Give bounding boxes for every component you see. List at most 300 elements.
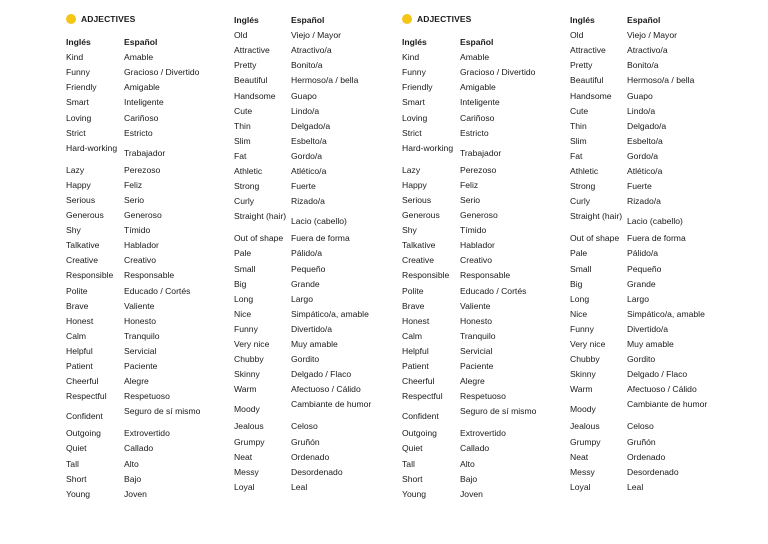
english-word: Confident: [66, 411, 103, 422]
vocab-row: [402, 180, 572, 195]
english-word: Funny: [402, 67, 426, 78]
header-espanol: Español: [124, 37, 158, 47]
spanish-word: Gracioso / Divertido: [124, 67, 200, 78]
header-ingles: Inglés: [66, 37, 91, 47]
english-word: Skinny: [570, 369, 596, 380]
spanish-word: Creativo: [460, 255, 492, 266]
english-word: Polite: [66, 285, 88, 296]
spanish-word: Atlético/a: [291, 166, 327, 176]
vocab-row: [570, 369, 740, 384]
english-word: Messy: [570, 466, 595, 477]
spanish-word: Delgado / Flaco: [627, 369, 688, 380]
spanish-word: Delgado/a: [627, 120, 667, 131]
spanish-word: Fuerte: [627, 181, 652, 192]
spanish-word: Servicial: [460, 345, 493, 356]
english-word: Small: [234, 263, 256, 274]
english-word: Beautiful: [570, 75, 604, 86]
spanish-word: Desordenado: [627, 466, 679, 477]
spanish-word: Simpático/a, amable: [291, 308, 369, 319]
english-word: Young: [66, 488, 91, 499]
english-word: Cute: [570, 105, 589, 116]
spanish-word: Serio: [124, 194, 145, 205]
vocab-row: [66, 301, 236, 316]
vocab-row: [402, 361, 572, 376]
english-word: Smart: [402, 97, 425, 108]
english-word: Old: [234, 30, 248, 41]
spanish-word: Amable: [124, 52, 154, 63]
spanish-word: Lacio (cabello): [627, 216, 683, 227]
vocab-row: [66, 67, 236, 82]
spanish-word: Perezoso: [124, 164, 161, 175]
vocab-row: [402, 210, 572, 225]
vocab-row: [402, 270, 572, 285]
english-word: Calm: [402, 330, 423, 341]
english-word: Pretty: [234, 60, 257, 71]
english-word: Tall: [402, 458, 415, 469]
english-word: Tall: [66, 458, 79, 469]
heading-text: ADJECTIVES: [417, 14, 472, 24]
english-word: Polite: [402, 285, 424, 296]
english-word: Jealous: [234, 421, 264, 432]
spanish-word: Servicial: [124, 345, 157, 356]
vocab-row: [66, 346, 236, 361]
english-word: Out of shape: [234, 233, 284, 244]
spanish-word: Perezoso: [460, 164, 497, 175]
spanish-word: Pálido/a: [627, 248, 659, 259]
english-word: Old: [570, 30, 584, 41]
spanish-word: Gordito: [627, 354, 656, 365]
vocab-row: [570, 339, 740, 354]
spanish-word: Pálido/a: [291, 248, 323, 259]
vocab-row: [66, 376, 236, 391]
spanish-word: Gordito: [291, 354, 320, 365]
english-word: Moody: [570, 404, 596, 415]
spanish-word: Atractivo/a: [627, 45, 668, 56]
vocab-row: [570, 384, 740, 399]
spanish-word: Honesto: [124, 315, 157, 326]
english-word: Brave: [402, 300, 425, 311]
header-espanol: Español: [460, 37, 494, 47]
vocab-row: [402, 113, 572, 128]
english-word: Pale: [234, 248, 252, 259]
spanish-word: Generoso: [460, 210, 498, 220]
spanish-word: Inteligente: [124, 97, 164, 108]
spanish-word: Respetuoso: [460, 391, 506, 402]
header-espanol: Español: [291, 15, 325, 25]
english-word: Nice: [234, 308, 252, 319]
table-header-row: [570, 15, 740, 30]
english-word: Cute: [234, 105, 253, 116]
spanish-word: Delgado/a: [291, 120, 331, 131]
vocab-row: [402, 428, 572, 443]
spanish-word: Valiente: [124, 300, 155, 311]
english-word: Happy: [66, 179, 91, 190]
english-word: Helpful: [66, 345, 93, 356]
vocab-row: [402, 165, 572, 180]
vocab-row: [402, 240, 572, 255]
english-word: Loyal: [570, 481, 591, 492]
section-heading: [66, 14, 135, 24]
section-heading: [402, 14, 471, 24]
english-word: Helpful: [402, 345, 429, 356]
spanish-word: Gruñón: [291, 436, 320, 447]
vocab-row: [66, 391, 236, 406]
spanish-word: Feliz: [460, 179, 479, 190]
vocab-row: [570, 211, 740, 233]
spanish-word: Gracioso / Divertido: [460, 67, 536, 78]
spanish-word: Cambiante de humor: [291, 399, 372, 410]
vocab-row: [66, 143, 236, 165]
english-word: Talkative: [402, 240, 436, 251]
spanish-word: Bajo: [460, 473, 478, 484]
english-word: Very nice: [234, 339, 270, 349]
spanish-word: Atractivo/a: [291, 45, 332, 56]
english-word: Loving: [66, 112, 92, 123]
english-word: Strict: [402, 127, 422, 138]
vocab-row: [66, 52, 236, 67]
spanish-word: Fuera de forma: [291, 233, 350, 244]
english-word: Big: [234, 278, 247, 289]
spanish-word: Ordenado: [291, 451, 330, 462]
vocab-row: [402, 255, 572, 270]
english-word: Handsome: [234, 90, 276, 101]
english-word: Respectful: [66, 391, 107, 402]
vocab-row: [66, 195, 236, 210]
vocab-row: [66, 286, 236, 301]
spanish-word: Tímido: [124, 225, 151, 236]
spanish-word: Tranquilo: [460, 330, 496, 341]
spanish-word: Gordo/a: [291, 150, 323, 161]
english-word: Serious: [402, 194, 432, 205]
spanish-word: Hablador: [124, 240, 159, 251]
vocab-row: [570, 181, 740, 196]
spanish-word: Cariñoso: [460, 112, 495, 123]
spanish-word: Generoso: [124, 210, 162, 220]
vocab-row: [66, 210, 236, 225]
spanish-word: Bajo: [124, 473, 142, 484]
spanish-word: Amigable: [460, 82, 496, 93]
spanish-word: Responsable: [124, 270, 175, 281]
english-word: Confident: [402, 411, 439, 422]
english-word: Patient: [402, 361, 429, 371]
vocab-row: [570, 294, 740, 309]
english-word: Funny: [234, 323, 258, 334]
english-word: Thin: [234, 120, 251, 131]
vocab-row: [66, 459, 236, 474]
english-word: Neat: [570, 451, 589, 462]
english-word: Strict: [66, 127, 86, 138]
vocab-row: [570, 421, 740, 436]
spanish-word: Lindo/a: [627, 105, 656, 116]
spanish-word: Pequeño: [291, 263, 326, 274]
header-ingles: Inglés: [234, 15, 259, 25]
vocab-row: [570, 437, 740, 452]
vocab-row: [66, 406, 236, 428]
spanish-word: Desordenado: [291, 466, 343, 477]
vocab-row: [66, 331, 236, 346]
english-word: Out of shape: [570, 233, 620, 244]
spanish-word: Muy amable: [291, 339, 338, 349]
spanish-word: Respetuoso: [124, 391, 170, 402]
english-word: Jealous: [570, 421, 600, 432]
vocab-row: [66, 489, 236, 504]
english-word: Big: [570, 278, 583, 289]
yellow-dot-icon: [66, 14, 76, 24]
spanish-word: Cambiante de humor: [627, 399, 708, 410]
vocab-row: [570, 121, 740, 136]
spanish-word: Feliz: [124, 179, 143, 190]
spanish-word: Alto: [124, 458, 139, 469]
english-word: Curly: [570, 196, 591, 207]
header-espanol: Español: [627, 15, 661, 25]
english-word: Outgoing: [402, 428, 437, 439]
english-word: Responsible: [66, 270, 114, 281]
vocab-row: [66, 316, 236, 331]
vocab-row: [66, 428, 236, 443]
spanish-word: Joven: [460, 488, 483, 499]
english-word: Small: [570, 263, 592, 274]
vocab-row: [570, 233, 740, 248]
spanish-word: Fuerte: [291, 181, 316, 192]
vocab-row: [402, 346, 572, 361]
english-word: Loving: [402, 112, 428, 123]
english-word: Long: [234, 293, 254, 304]
spanish-word: Divertido/a: [627, 323, 669, 334]
spanish-word: Largo: [627, 293, 649, 304]
spanish-word: Ordenado: [627, 451, 666, 462]
english-word: Moody: [234, 404, 260, 415]
english-word: Honest: [66, 315, 94, 326]
english-word: Respectful: [402, 391, 443, 402]
english-word: Long: [570, 293, 590, 304]
english-word: Athletic: [234, 166, 263, 176]
english-word: Strong: [570, 181, 596, 192]
vocab-row: [66, 240, 236, 255]
english-word: Slim: [570, 135, 587, 146]
english-word: Talkative: [66, 240, 100, 251]
spanish-word: Fuera de forma: [627, 233, 686, 244]
spanish-word: Afectuoso / Cálido: [291, 384, 361, 395]
english-word: Brave: [66, 300, 89, 311]
english-word: Fat: [570, 150, 583, 161]
spanish-word: Educado / Cortés: [124, 285, 191, 296]
spanish-word: Trabajador: [460, 147, 502, 158]
english-word: Patient: [66, 361, 93, 371]
vocab-row: [570, 354, 740, 369]
english-word: Very nice: [570, 339, 606, 349]
worksheet-copy-right: [336, 0, 720, 544]
spanish-word: Divertido/a: [291, 323, 333, 334]
english-word: Warm: [234, 384, 257, 395]
english-word: Skinny: [234, 369, 260, 380]
spanish-word: Amable: [460, 52, 490, 63]
vocab-row: [570, 75, 740, 90]
english-word: Neat: [234, 451, 253, 462]
vocab-row: [402, 406, 572, 428]
spanish-word: Serio: [460, 194, 481, 205]
vocab-row: [66, 128, 236, 143]
vocab-row: [66, 361, 236, 376]
vocab-row: [66, 255, 236, 270]
spanish-word: Celoso: [291, 421, 318, 432]
english-word: Warm: [570, 384, 593, 395]
vocab-row: [402, 331, 572, 346]
english-word: Messy: [234, 466, 259, 477]
spanish-word: Valiente: [460, 300, 491, 311]
spanish-word: Gruñón: [627, 436, 656, 447]
vocab-row: [402, 301, 572, 316]
spanish-word: Atlético/a: [627, 166, 663, 176]
vocab-row: [402, 143, 572, 165]
vocab-row: [66, 82, 236, 97]
vocab-row: [570, 60, 740, 75]
english-word: Athletic: [570, 166, 599, 176]
english-word: Quiet: [402, 443, 423, 454]
english-word: Responsible: [402, 270, 450, 281]
english-word: Cheerful: [402, 376, 435, 387]
spanish-word: Estricto: [460, 127, 489, 138]
english-word: Generous: [402, 210, 440, 220]
yellow-dot-icon: [402, 14, 412, 24]
english-word: Funny: [66, 67, 90, 78]
vocab-row: [66, 165, 236, 180]
spanish-word: Simpático/a, amable: [627, 308, 705, 319]
heading-text: ADJECTIVES: [81, 14, 136, 24]
spanish-word: Guapo: [627, 90, 653, 101]
english-word: Grumpy: [234, 436, 265, 447]
vocab-row: [570, 324, 740, 339]
spanish-word: Honesto: [460, 315, 493, 326]
english-word: Outgoing: [66, 428, 101, 439]
spanish-word: Lacio (cabello): [291, 216, 347, 227]
english-word: Hard-working: [402, 142, 454, 153]
vocab-row: [402, 128, 572, 143]
spanish-word: Bonito/a: [291, 60, 323, 71]
spanish-word: Rizado/a: [627, 196, 661, 207]
english-word: Straight (hair): [234, 211, 287, 222]
spanish-word: Delgado / Flaco: [291, 369, 352, 380]
english-word: Short: [402, 473, 423, 484]
spanish-word: Gordo/a: [627, 150, 659, 161]
english-word: Chubby: [570, 354, 600, 365]
english-word: Funny: [570, 323, 594, 334]
vocab-row: [570, 91, 740, 106]
spanish-word: Creativo: [124, 255, 156, 266]
spanish-word: Esbelto/a: [291, 135, 327, 146]
vocab-row: [570, 264, 740, 279]
vocab-row: [570, 166, 740, 181]
vocab-row: [66, 97, 236, 112]
vocab-row: [570, 45, 740, 60]
english-word: Attractive: [234, 45, 270, 56]
spanish-word: Esbelto/a: [627, 135, 663, 146]
vocab-row: [570, 309, 740, 324]
vocab-row: [402, 225, 572, 240]
vocab-row: [570, 467, 740, 482]
vocab-row: [402, 443, 572, 458]
spanish-word: Grande: [291, 278, 320, 289]
english-word: Pale: [570, 248, 588, 259]
vocab-row: [570, 482, 740, 497]
english-word: Generous: [66, 210, 104, 220]
english-word: Nice: [570, 308, 588, 319]
spanish-word: Hermoso/a / bella: [627, 75, 695, 86]
english-word: Hard-working: [66, 142, 118, 153]
spanish-word: Paciente: [460, 361, 494, 371]
english-word: Curly: [234, 196, 255, 207]
english-word: Attractive: [570, 45, 606, 56]
spanish-word: Leal: [291, 481, 308, 492]
english-word: Loyal: [234, 481, 255, 492]
vocab-row: [402, 474, 572, 489]
english-word: Chubby: [234, 354, 264, 365]
spanish-word: Lindo/a: [291, 105, 320, 116]
english-word: Pretty: [570, 60, 593, 71]
english-word: Quiet: [66, 443, 87, 454]
vocab-row: [66, 443, 236, 458]
spanish-word: Estricto: [124, 127, 153, 138]
spanish-word: Viejo / Mayor: [627, 30, 677, 41]
vocab-row: [402, 52, 572, 67]
spanish-word: Inteligente: [460, 97, 500, 108]
english-word: Creative: [402, 255, 434, 266]
spanish-word: Hermoso/a / bella: [291, 75, 359, 86]
spanish-word: Callado: [124, 443, 154, 454]
spanish-word: Seguro de sí mismo: [460, 406, 537, 417]
spanish-word: Grande: [627, 278, 656, 289]
spanish-word: Responsable: [460, 270, 511, 281]
table-header-row: [66, 37, 236, 52]
spanish-word: Alto: [460, 458, 475, 469]
english-word: Honest: [402, 315, 430, 326]
vocab-row: [570, 399, 740, 421]
spanish-word: Bonito/a: [627, 60, 659, 71]
spanish-word: Joven: [124, 488, 147, 499]
header-ingles: Inglés: [402, 37, 427, 47]
spanish-word: Trabajador: [124, 147, 166, 158]
vocab-row: [402, 316, 572, 331]
vocab-row: [66, 180, 236, 195]
vocab-row: [402, 67, 572, 82]
vocab-row: [402, 391, 572, 406]
english-word: Young: [402, 488, 427, 499]
spanish-word: Afectuoso / Cálido: [627, 384, 697, 395]
english-word: Smart: [66, 97, 89, 108]
spanish-word: Hablador: [460, 240, 495, 251]
spanish-word: Leal: [627, 481, 644, 492]
spanish-word: Seguro de sí mismo: [124, 406, 201, 417]
vocab-row: [570, 248, 740, 263]
vocab-row: [570, 151, 740, 166]
english-word: Happy: [402, 179, 427, 190]
english-word: Serious: [66, 194, 96, 205]
english-word: Friendly: [402, 82, 433, 93]
english-word: Short: [66, 473, 87, 484]
spanish-word: Paciente: [124, 361, 158, 371]
english-word: Straight (hair): [570, 211, 623, 222]
vocab-row: [570, 452, 740, 467]
spanish-word: Amigable: [124, 82, 160, 93]
spanish-word: Extrovertido: [124, 428, 170, 439]
spanish-word: Muy amable: [627, 339, 674, 349]
english-word: Calm: [66, 330, 87, 341]
vocab-row: [66, 225, 236, 240]
spanish-word: Pequeño: [627, 263, 662, 274]
vocab-row: [570, 196, 740, 211]
english-word: Fat: [234, 150, 247, 161]
english-word: Kind: [66, 52, 84, 63]
spanish-word: Rizado/a: [291, 196, 325, 207]
